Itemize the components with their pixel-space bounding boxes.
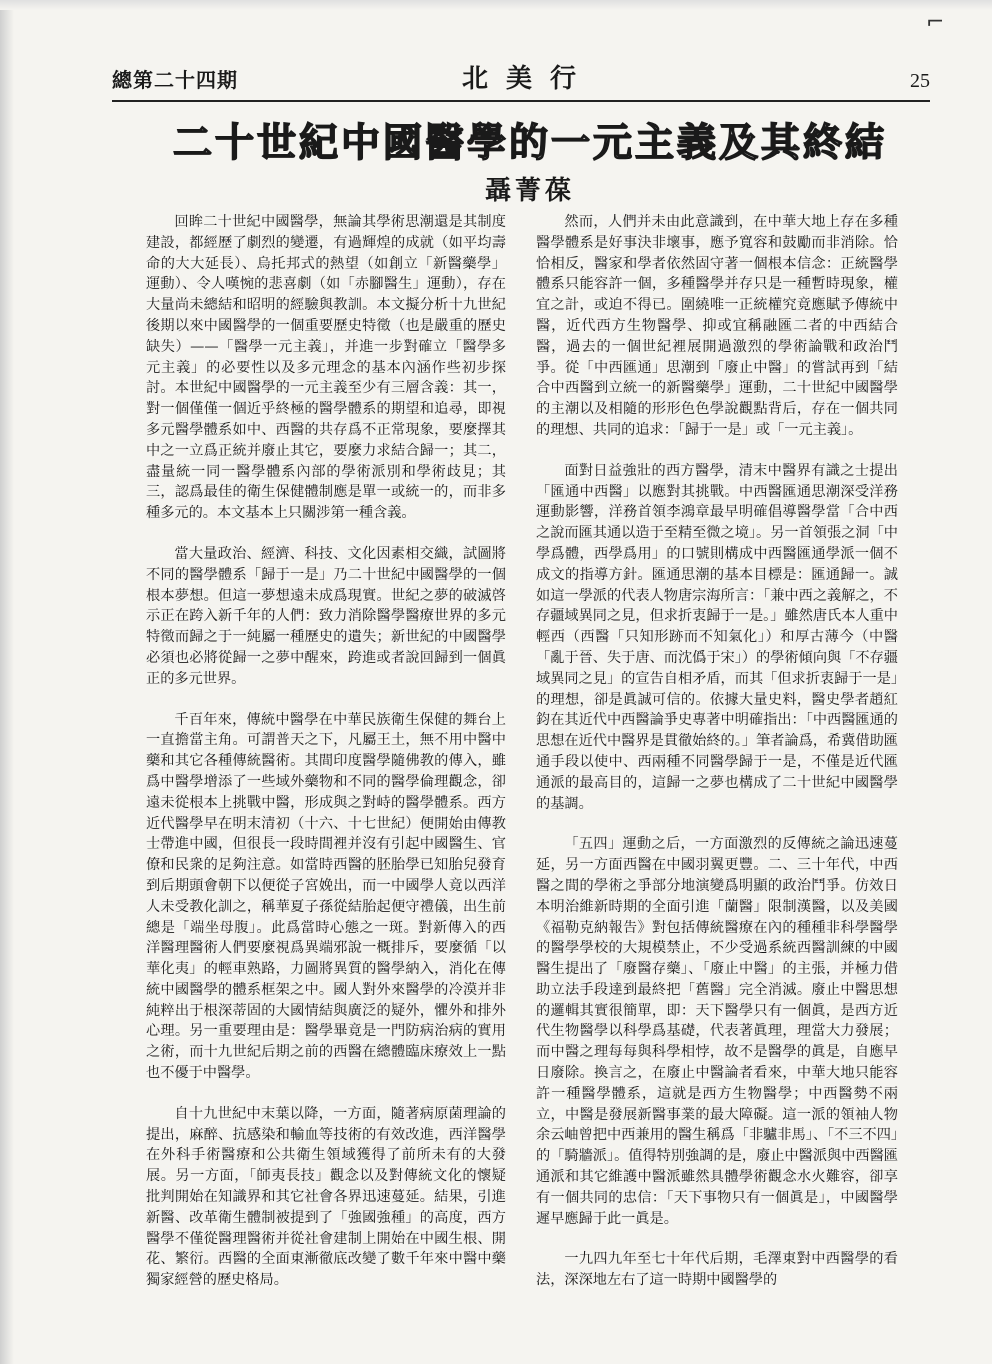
issue-number: 總第二十四期 (112, 68, 238, 92)
article-author: 聶菁葆 (484, 176, 575, 206)
paragraph: 一九四九年至七十年代后期，毛澤東對中西醫學的看法，深深地左右了這一時期中國醫學的 (536, 1251, 898, 1289)
running-header (112, 58, 930, 98)
paragraph: 自十九世紀中末葉以降，一方面，隨著病原菌理論的提出，麻醉、抗感染和輸血等技術的有效改進，西洋醫學在外科手術醫療和公共衛生領域獲得了前所未有的大發展。另一方面，「師夷長技」觀念以及對傳統文化的懷疑批判開始在知識界和其它社會各界迅速蔓延。結果，引進新醫、改革衛生體制被提到了「強國強種」的高度，西方醫學不僅從醫理醫術并從社會建制上開始在中國生根、開花、繁衍。西醫的全面東漸徹底改變了數千年來中醫中藥獨家經營的歷史格局。 (146, 1105, 506, 1289)
paragraph: 千百年來，傳統中醫學在中華民族衛生保健的舞台上一直擔當主角。可謂普天之下，凡屬王土，無不用中醫中藥和其它各種傳統醫術。其間印度醫學隨佛教的傳入，雖爲中醫學增添了一些域外藥物和不同的醫學倫理觀念，卻遠未從根本上挑戰中醫，形成與之對峙的醫學體系。西方近代醫學早在明末清初（十六、十七世紀）便開始由傳教士帶進中國，但很長一段時間裡并沒有引起中國醫生、官僚和民衆的足夠注意。如當時西醫的胚胎學已知胎兒發育到后期頭會朝下以便從子宮娩出，而一中國學人竟以西洋人未受教化訓之，稱華夏子孫從結胎起便守禮儀，出生前總是「端坐母腹」。此爲當時心態之一斑。對新傳入的西洋醫理醫術人們要麼視爲異端邪說一概排斥，要麼循「以華化夷」的輕車熟路，力圖將異質的醫學納入，消化在傳統中國醫學的體系框架之中。國人對外來醫學的冷漠并非純粹出于根深蒂固的大國情結與廣泛的疑外，懼外和排外心理。另一重要理由是：醫學畢竟是一門防病治病的實用之術，而十九世紀后期之前的西醫在總體臨床療效上一點也不優于中醫學。 (146, 711, 506, 1082)
paragraph: 面對日益強壯的西方醫學，清末中醫界有識之士提出「匯通中西醫」以應對其挑戰。中西醫匯通思潮深受洋務運動影響，洋務首領李鴻章最早明確倡導醫學當「合中西之說而匯其通以造于至精至微之境」。另一首領張之洞「中學爲體，西學爲用」的口號則構成中西醫匯通學派一個不成文的指導方針。匯通思潮的基本目標是：匯通歸一。誠如這一學派的代表人物唐宗海所言：「兼中西之義解之，不存疆域異同之見，但求折衷歸于一是。」雖然唐氏本人重中輕西（西醫「只知形跡而不知氣化」）和厚古薄今（中醫「亂于晉、失于唐、而沈僞于宋」）的學術傾向與「不存疆域異同之見」的宣告自相矛盾，而其「但求折衷歸于一是」的理想，卻是眞誠可信的。依據大量史料，醫史學者趙紅鈞在其近代中西醫論爭史專著中明確指出：「中西醫匯通的思想在近代中醫界是貫徹始終的。」筆者論爲，希冀借助匯通手段以使中、西兩種不同醫學歸于一是，不僅是近代匯通派的最高目的，這歸一之夢也構成了二十世紀中國醫學的基調。 (536, 462, 898, 812)
staple-mark-icon: ⌐ (926, 10, 945, 35)
page-number: 25 (910, 70, 930, 92)
paragraph: 回眸二十世紀中國醫學，無論其學術思潮還是其制度建設，都經歷了劇烈的變遷，有過輝煌的成就（如平均壽命的大大延長）、烏托邦式的熱望（如創立「新醫藥學」運動）、令人嘆惋的悲喜劇（如「赤腳醫生」運動），存在大量尚未總結和昭明的經驗與教訓。本文擬分析十九世紀後期以來中國醫學的一個重要歷史特徵（也是嚴重的歷史缺失）——「醫學一元主義」，并進一步對確立「醫學多元主義」的必要性以及多元理念的基本內涵作些初步探討。本世紀中國醫學的一元主義至少有三層含義：其一，對一個僅僅一個近乎終極的醫學體系的期望和追尋，即視多元醫學體系如中、西醫的共存爲不正常現象，要麼擇其中之一立爲正統并廢止其它，要麼力求結合歸一；其二，盡量統一同一醫學體系內部的學術派別和學術歧見；其三，認爲最佳的衛生保健體制應是單一或統一的，而非多種多元的。本文基本上只關涉第一種含義。 (146, 214, 506, 522)
paragraph: 「五四」運動之后，一方面激烈的反傳統之論迅速蔓延，另一方面西醫在中國羽翼更豐。二、三十年代，中西醫之間的學術之爭部分地演變爲明顯的政治鬥爭。仿效日本明治維新時期的全面引進「蘭醫」限制漢醫，以及美國《福勒克納報告》對包括傳統醫療在內的種種非科學醫學的醫學學校的大規模禁止，不少受過系統西醫訓練的中國醫生提出了「廢醫存藥」、「廢止中醫」的主張，并極力借助立法手段達到最終把「舊醫」完全消滅。廢止中醫思想的邏輯其實很簡單，即：天下醫學只有一個眞，是西方近代生物醫學以科學爲基礎，代表著眞理，理當大力發展；而中醫之理每每與科學相悖，故不是醫學的眞是，自應早日廢除。換言之，在廢止中醫論者看來，中華大地只能容許一種醫學體系，這就是西方生物醫學；中西醫勢不兩立，中醫是發展新醫事業的最大障礙。這一派的領袖人物余云岫曾把中西兼用的醫生稱爲「非驢非馬」、「不三不四」的「騎牆派」。值得特別強調的是，廢止中醫派與中西醫匯通派和其它維護中醫派雖然具體學術觀念水火難容，卻享有一個共同的忠信：「天下事物只有一個眞是」，中國醫學遲早應歸于此一眞是。 (536, 836, 898, 1227)
paragraph: 然而，人們并未由此意識到，在中華大地上存在多種醫學體系是好事決非壞事，應予寬容和鼓勵而非消除。恰恰相反，醫家和學者依然固守著一個根本信念：正統醫學體系只能容許一個，多種醫學并存只是一種暫時現象，權宜之計，或迫不得已。圍繞唯一正統權究竟應賦予傳統中醫，近代西方生物醫學、抑或宜稱融匯二者的中西結合醫，過去的一個世紀裡展開過激烈的學術論戰和政治鬥爭。從「中西匯通」思潮到「廢止中醫」的嘗試再到「結合中西醫到立統一的新醫藥學」運動，二十世紀中國醫學的主潮以及相隨的形形色色學說觀點背后，存在一個共同的理想、共同的追求：「歸于一是」或「一元主義」。 (536, 214, 898, 438)
scan-edge-shadow-top (0, 0, 992, 10)
left-column (146, 212, 506, 1311)
right-column (536, 212, 898, 1311)
paragraph: 當大量政治、經濟、科技、文化因素相交織，試圖將不同的醫學體系「歸于一是」乃二十世紀中國醫學的一個根本夢想。但這一夢想遠未成爲現實。世紀之夢的破滅啓示正在跨入新千年的人們：致力消除醫學醫療世界的多元特徵而歸之于一純屬一種歷史的遺失；新世紀的中國醫學必須也必將從歸一之夢中醒來，跨進或者說回歸到一個眞正的多元世界。 (146, 545, 506, 687)
header-rule (112, 100, 930, 102)
journal-name: 北美行 (462, 64, 595, 94)
article-title: 二十世紀中國醫學的一元主義及其終結 (172, 120, 887, 166)
